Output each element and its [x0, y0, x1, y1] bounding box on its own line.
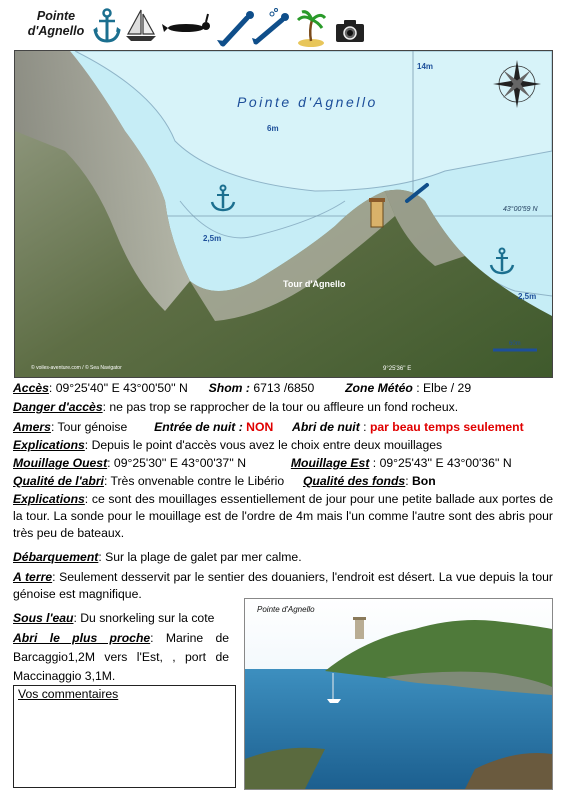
longitude-label: 9°25'36'' E: [383, 366, 412, 372]
a-terre-paragraph: A terre: Seulement desservit par le sentier des douaniers, l'endroit est désert. La vue depuis la tour génoise est magnifique.: [13, 570, 553, 602]
anchor-icon: [92, 8, 122, 44]
map-title: Pointe d'Agnello: [237, 94, 378, 110]
depth-2-5m-right-label: 2,5m: [518, 292, 537, 301]
depth-14m-label: 14m: [417, 62, 434, 71]
scale-label: 60m: [509, 341, 521, 347]
diver-icon: [217, 8, 257, 48]
camera-icon: [335, 18, 365, 44]
palm-island-icon: [296, 8, 326, 48]
tower-photo: [244, 598, 553, 790]
amers-line: Amers: Tour génoise Entrée de nuit : NON Abri de nuit : par beau temps seulement: [13, 420, 524, 434]
depth-6m-label: 6m: [267, 124, 279, 133]
explications-2-paragraph: Explications: ce sont des mouillages essentiellement de jour pour une petite ballade aux portes de la tour. La sonde pour le mouillage est de l'ordre de 4m mais l'un comme l'autre sont des abris pour très peu de bateaux.: [13, 492, 553, 541]
photo-graphic: [245, 599, 552, 789]
danger-line: Danger d'accès: ne pas trop se rapprocher de la tour ou affleure un fond rocheux.: [13, 400, 459, 414]
title-line-2: d'Agnello: [27, 24, 85, 38]
debarquement-line: Débarquement: Sur la plage de galet par mer calme.: [13, 550, 302, 564]
nautical-map: [14, 50, 553, 378]
scuba-diver-icon: [252, 8, 292, 48]
page-title: [22, 9, 90, 39]
latitude-label: 43°00'59 N: [503, 206, 538, 213]
map-credit: © voiles-aventure.com / © Sea Navigator: [31, 365, 122, 371]
comments-label: Vos commentaires: [18, 687, 119, 701]
access-line: Accès: 09°25'40'' E 43°00'50'' N Shom : 6713 /6850 Zone Météo : Elbe / 29: [13, 381, 472, 395]
snorkeler-icon: [162, 8, 214, 44]
qualite-line: Qualité de l'abri: Très onvenable contre le Libério Qualité des fonds: Bon: [13, 474, 436, 488]
sous-l-eau-line: Sous l'eau: Du snorkeling sur la cote: [13, 611, 215, 625]
tower-label: Tour d'Agnello: [283, 279, 346, 289]
comments-box[interactable]: [13, 685, 236, 788]
title-line-1: Pointe: [36, 9, 76, 23]
photo-caption: Pointe d'Agnello: [257, 605, 315, 614]
depth-2-5m-left-label: 2,5m: [203, 234, 222, 243]
sailboat-icon: [124, 8, 158, 44]
map-graphic: [15, 51, 552, 377]
explications-1-line: Explications: Depuis le point d'accès vous avez le choix entre deux mouillages: [13, 438, 443, 452]
abri-proche-paragraph: Abri le plus proche: Marine de Barcaggio1,2M vers l'Est, , port de Maccinaggio 3,1M.: [13, 631, 229, 683]
mouillage-line: Mouillage Ouest: 09°25'30'' E 43°00'37'' N Mouillage Est : 09°25'43'' E 43°00'36'' N: [13, 456, 512, 470]
